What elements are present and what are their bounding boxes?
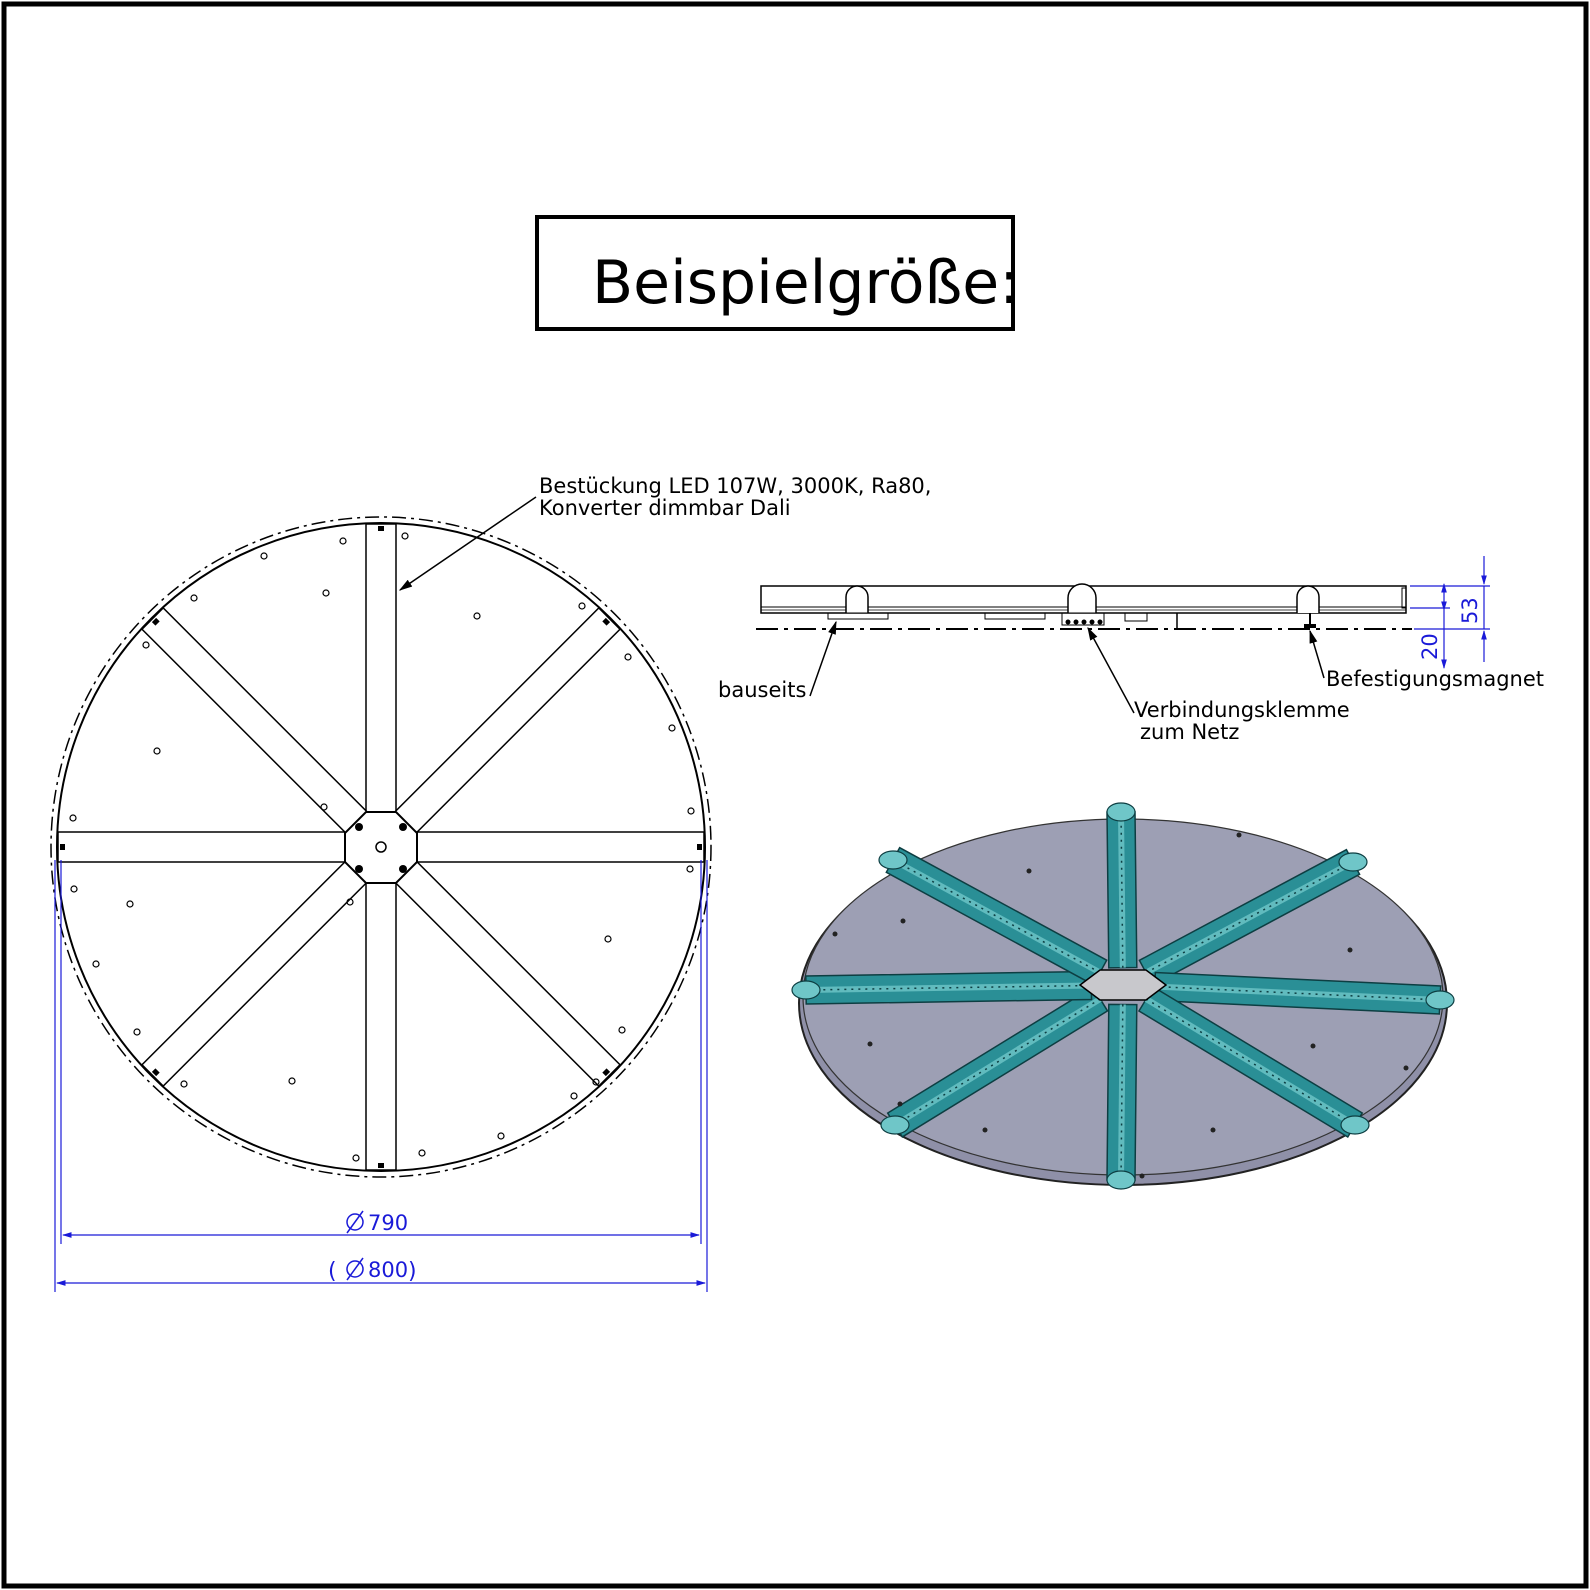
- led-arm: [58, 832, 349, 862]
- mounting-hole: [191, 595, 197, 601]
- plate-hole-3d: [1140, 1174, 1145, 1179]
- mounting-hole: [605, 936, 611, 942]
- mounting-hole: [579, 603, 585, 609]
- center-hub: [345, 812, 417, 883]
- diameter-800-label: 800: [368, 1258, 409, 1282]
- mounting-hole: [154, 748, 160, 754]
- plate-hole-3d: [1237, 833, 1242, 838]
- led-arm-3d: [1107, 1004, 1137, 1189]
- mounting-hole: [71, 886, 77, 892]
- equipment-label-line1: Bestückung LED 107W, 3000K, Ra80,: [539, 474, 932, 498]
- plate-hole-3d: [1348, 948, 1353, 953]
- led-arm: [142, 859, 369, 1086]
- mounting-hole: [93, 961, 99, 967]
- mounting-hole: [687, 866, 693, 872]
- verbindungsklemme-label-line1: Verbindungsklemme: [1134, 698, 1350, 722]
- led-arm: [393, 608, 620, 835]
- mounting-hole: [669, 725, 675, 731]
- mounting-hole: [181, 1081, 187, 1087]
- center-hub-3d: [1080, 970, 1166, 1000]
- plate-hole-3d: [898, 1102, 903, 1107]
- led-arm-3d: [1107, 803, 1137, 968]
- paren-close: ): [408, 1259, 417, 1284]
- diameter-790-label: 790: [368, 1211, 409, 1235]
- page-title: Beispielgröße:: [592, 248, 1020, 318]
- plate-hole-3d: [901, 919, 906, 924]
- bauseits-label: bauseits: [718, 678, 807, 702]
- side-view: [756, 584, 1412, 629]
- mounting-hole: [619, 1027, 625, 1033]
- led-arm: [142, 608, 369, 835]
- mounting-hole: [70, 815, 76, 821]
- plate-hole-3d: [868, 1042, 873, 1047]
- mounting-hole: [353, 1155, 359, 1161]
- mounting-hole: [323, 590, 329, 596]
- mounting-hole: [625, 654, 631, 660]
- befestigungsmagnet-label: Befestigungsmagnet: [1326, 667, 1544, 691]
- height-53-label: 53: [1458, 597, 1482, 624]
- mounting-hole: [688, 808, 694, 814]
- plate-hole-3d: [1027, 869, 1032, 874]
- mounting-hole: [134, 1029, 140, 1035]
- mounting-hole: [289, 1078, 295, 1084]
- led-arm: [393, 859, 620, 1086]
- plate-hole-3d: [1404, 1066, 1409, 1071]
- plate-hole-3d: [833, 932, 838, 937]
- height-20-label: 20: [1418, 633, 1442, 660]
- led-arm: [366, 524, 396, 815]
- equipment-label-line2: Konverter dimmbar Dali: [539, 496, 791, 520]
- mounting-hole: [571, 1093, 577, 1099]
- mounting-hole: [340, 538, 346, 544]
- isometric-view: [792, 803, 1454, 1189]
- verbindungsklemme-label-line2: zum Netz: [1140, 720, 1240, 744]
- plate-hole-3d: [1211, 1128, 1216, 1133]
- title-box: [537, 217, 1019, 329]
- paren-open: (: [328, 1259, 337, 1284]
- led-arm: [366, 879, 396, 1170]
- plate-hole-3d: [1311, 1044, 1316, 1049]
- mounting-hole: [498, 1133, 504, 1139]
- mounting-hole: [261, 553, 267, 559]
- mounting-hole: [127, 901, 133, 907]
- led-arm: [413, 832, 704, 862]
- mounting-hole: [143, 642, 149, 648]
- plate-hole-3d: [983, 1128, 988, 1133]
- top-view: [51, 517, 711, 1177]
- mounting-hole: [402, 533, 408, 539]
- drawing-frame: [4, 4, 1586, 1586]
- height-dimensions: [1410, 556, 1490, 668]
- mounting-hole: [419, 1150, 425, 1156]
- led-arm-3d: [792, 972, 1092, 1004]
- mounting-hole: [474, 613, 480, 619]
